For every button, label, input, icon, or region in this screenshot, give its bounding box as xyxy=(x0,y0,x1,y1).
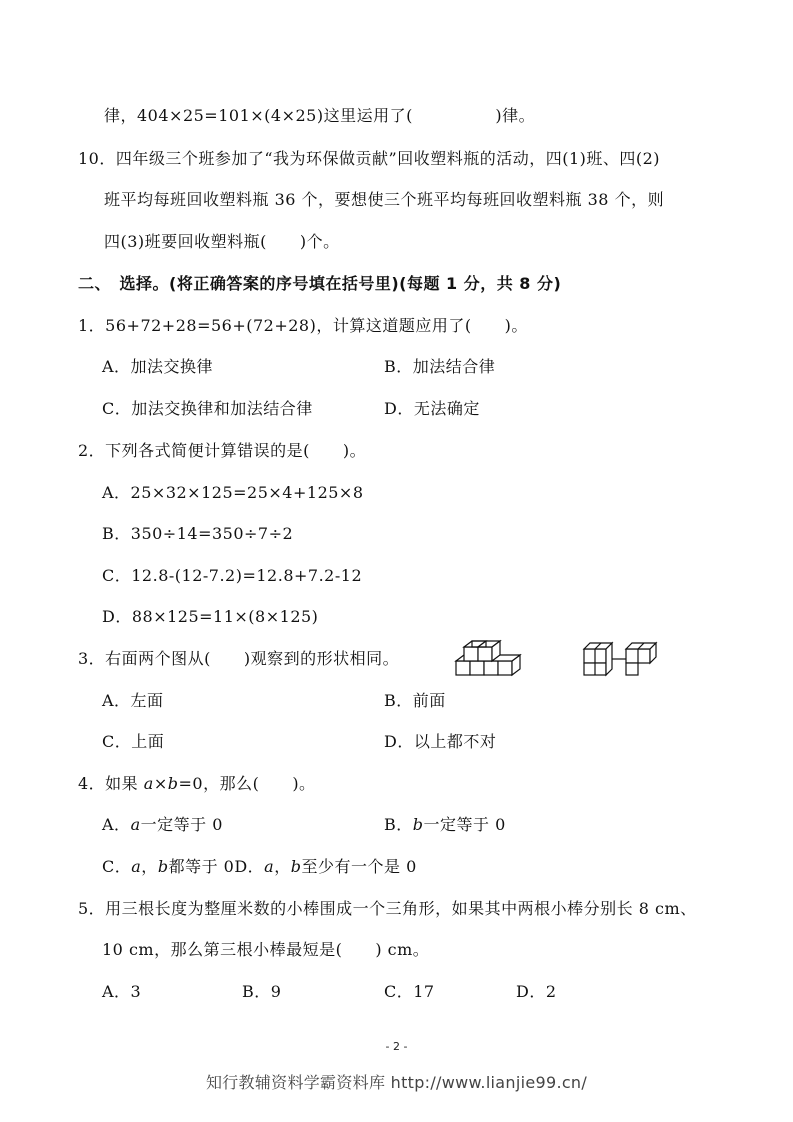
var-b: b xyxy=(412,815,424,834)
q3-option-c: C．上面 xyxy=(102,732,165,751)
q4-option-c-d xyxy=(102,857,417,877)
q3-option-d: D．以上都不对 xyxy=(384,732,497,751)
q5-option-a: A．3 xyxy=(102,982,142,1001)
q4-option-a xyxy=(102,815,223,835)
q2-stem: 2．下列各式简便计算错误的是( )。 xyxy=(78,441,367,460)
comma: ， xyxy=(141,857,158,876)
q4-c-text: 都等于 0D． xyxy=(168,857,265,876)
q5-option-d: D．2 xyxy=(516,982,557,1001)
var-b: b xyxy=(167,774,179,793)
var-b: b xyxy=(157,857,169,876)
q1-stem: 1．56+72+28=56+(72+28)，计算这道题应用了( )。 xyxy=(78,316,528,335)
times-sign: × xyxy=(153,774,168,793)
q4-c-label: C． xyxy=(102,857,132,876)
cube-figure-1 xyxy=(452,637,528,679)
comma: ， xyxy=(274,857,291,876)
var-a: a xyxy=(264,857,275,876)
var-a: a xyxy=(130,815,141,834)
q4-a-label: A． xyxy=(102,815,131,834)
q1-option-b: B．加法结合律 xyxy=(384,357,496,376)
q4-a-text: 一定等于 0 xyxy=(140,815,223,834)
q5-line-2: 10 cm，那么第三根小棒最短是( ) cm。 xyxy=(102,940,430,959)
q1-option-d: D．无法确定 xyxy=(384,399,480,418)
q1-option-c: C．加法交换律和加法结合律 xyxy=(102,399,313,418)
q4-d-text: 至少有一个是 0 xyxy=(301,857,417,876)
q10-line-2: 班平均每班回收塑料瓶 36 个，要想使三个班平均每班回收塑料瓶 38 个，则 xyxy=(104,190,665,209)
page-number: - 2 - xyxy=(385,1040,408,1053)
q5-option-b: B．9 xyxy=(242,982,282,1001)
q2-option-d: D．88×125=11×(8×125) xyxy=(102,607,319,626)
q4-stem-prefix: 4．如果 xyxy=(78,774,144,793)
footer-watermark: 知行教辅资料学霸资料库 http://www.lianjie99.cn/ xyxy=(205,1073,588,1092)
q2-option-c: C．12.8-(12-7.2)=12.8+7.2-12 xyxy=(102,566,363,585)
q10-line-3: 四(3)班要回收塑料瓶( )个。 xyxy=(104,232,340,251)
q1-option-a: A．加法交换律 xyxy=(102,357,214,376)
q4-stem-suffix: =0，那么( )。 xyxy=(178,774,316,793)
q4-option-b xyxy=(384,815,506,835)
q4-b-text: 一定等于 0 xyxy=(423,815,506,834)
var-a: a xyxy=(143,774,154,793)
q3-option-a: A．左面 xyxy=(102,691,164,710)
q10-line-1: 10．四年级三个班参加了“我为环保做贡献”回收塑料瓶的活动，四(1)班、四(2) xyxy=(78,149,661,168)
q2-option-b: B．350÷14=350÷7÷2 xyxy=(102,524,294,543)
cube-figure-2 xyxy=(582,637,660,679)
section-2-heading: 二、 选择。(将正确答案的序号填在括号里)(每题 1 分，共 8 分) xyxy=(78,274,562,293)
q4-stem xyxy=(78,774,316,794)
q3-stem: 3．右面两个图从( )观察到的形状相同。 xyxy=(78,649,400,668)
q5-line-1: 5．用三根长度为整厘米数的小棒围成一个三角形，如果其中两根小棒分别长 8 cm、 xyxy=(78,899,697,918)
q4-b-label: B． xyxy=(384,815,413,834)
q3-option-b: B．前面 xyxy=(384,691,446,710)
q2-option-a: A．25×32×125=25×4+125×8 xyxy=(102,483,364,502)
q9-continuation: 律，404×25=101×(4×25)这里运用了( )律。 xyxy=(104,106,536,125)
q5-option-c: C．17 xyxy=(384,982,435,1001)
var-b: b xyxy=(290,857,302,876)
var-a: a xyxy=(131,857,142,876)
